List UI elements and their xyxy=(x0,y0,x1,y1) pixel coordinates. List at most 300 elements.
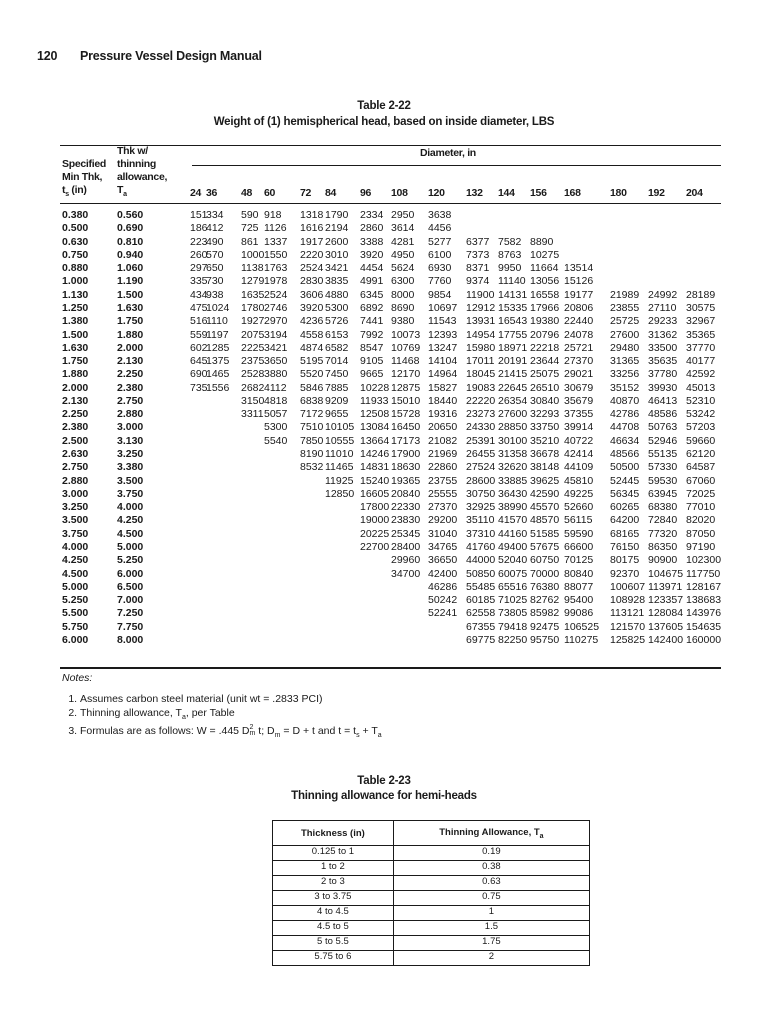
note-sub: a xyxy=(181,714,186,722)
weight-cell: 16605 xyxy=(360,487,390,500)
weight-cell: 7582 xyxy=(498,235,522,248)
weight-cell: 5057 xyxy=(264,408,288,421)
weight-cell: 57675 xyxy=(530,541,560,553)
weight-cell: 17755 xyxy=(498,328,528,341)
weight-cell: 2600 xyxy=(325,235,349,248)
weight-cell: 23830 xyxy=(391,514,421,527)
weight-cell: 79418 xyxy=(498,620,528,633)
weight-cell: 46413 xyxy=(648,394,678,407)
weight-cell: 8690 xyxy=(391,301,415,314)
weight-cell: 34700 xyxy=(391,567,421,580)
min-thickness-cell: 6.000 xyxy=(62,633,89,646)
weight-cell: 11140 xyxy=(498,275,526,288)
weight-cell: 13247 xyxy=(428,341,458,354)
weight-cell: 113121 xyxy=(610,607,645,620)
weight-cell: 21969 xyxy=(428,448,458,461)
thinning-thickness-cell: 2.130 xyxy=(117,355,144,368)
weight-cell: 28400 xyxy=(391,541,421,553)
weight-cell: 59590 xyxy=(564,527,594,540)
weight-cell: 13084 xyxy=(360,421,390,434)
weight-cell: 8763 xyxy=(498,248,522,261)
weight-cell: 36678 xyxy=(530,448,560,461)
weight-cell: 77320 xyxy=(648,527,678,540)
weight-cell: 1126 xyxy=(264,222,287,235)
weight-cell: 37355 xyxy=(564,408,594,421)
thinning-thickness-cell: 2.880 xyxy=(117,408,144,421)
weight-cell: 3311 xyxy=(241,408,264,421)
weight-cell: 22860 xyxy=(428,461,458,474)
weight-cell: 27524 xyxy=(466,461,496,474)
weight-cell: 28850 xyxy=(498,421,528,434)
weight-cell: 48570 xyxy=(530,514,560,527)
weight-cell: 4236 xyxy=(300,315,324,328)
table-row xyxy=(0,421,768,434)
thickness-cell: 1 to 2 xyxy=(273,861,394,876)
weight-cell: 2524 xyxy=(264,288,288,301)
weight-cell: 23644 xyxy=(530,355,560,368)
weight-cell: 40722 xyxy=(564,434,594,447)
note-sub: a xyxy=(377,732,382,740)
weight-cell: 31362 xyxy=(648,328,678,341)
weight-cell: 23855 xyxy=(610,301,640,314)
table-row xyxy=(0,501,768,514)
weight-cell: 64200 xyxy=(610,514,640,527)
weight-cell: 32620 xyxy=(498,461,528,474)
table-row xyxy=(0,514,768,527)
header-bottom-rule xyxy=(60,203,721,204)
table-row xyxy=(0,488,768,501)
weight-cell: 42590 xyxy=(530,487,560,500)
weight-cell: 3638 xyxy=(428,209,452,221)
weight-cell: 52241 xyxy=(428,607,458,620)
weight-cell: 4112 xyxy=(264,381,287,394)
weight-cell: 28189 xyxy=(686,288,716,301)
weight-cell: 52946 xyxy=(648,434,678,447)
note-text: = D + t and t = t xyxy=(280,725,357,738)
notes-label: Notes: xyxy=(62,672,93,684)
diameter-col-header: 132 xyxy=(466,187,483,199)
thinning-thickness-cell: 0.560 xyxy=(117,209,144,221)
thinning-thickness-cell: 1.750 xyxy=(117,315,144,328)
table-row xyxy=(0,435,768,448)
note-sub: s xyxy=(356,732,360,740)
weight-cell: 38148 xyxy=(530,461,560,474)
weight-cell: 92370 xyxy=(610,567,640,580)
diameter-header-row xyxy=(0,187,768,200)
weight-cell: 1780 xyxy=(241,301,265,314)
thinning-thickness-cell: 2.750 xyxy=(117,394,144,407)
weight-cell: 1917 xyxy=(300,235,324,248)
weight-cell: 67060 xyxy=(686,474,716,487)
weight-cell: 33750 xyxy=(530,421,560,434)
weight-cell: 68380 xyxy=(648,501,678,514)
weight-cell: 37780 xyxy=(648,368,678,381)
weight-cell: 31365 xyxy=(610,355,640,368)
weight-cell: 10769 xyxy=(391,341,421,354)
weight-cell: 2375 xyxy=(241,355,265,368)
weight-cell: 33256 xyxy=(610,368,640,381)
weight-cell: 44160 xyxy=(498,527,528,540)
table-2-22-label: Table 2-22 xyxy=(357,100,411,112)
table-row xyxy=(273,861,590,876)
weight-cell: 41570 xyxy=(498,514,528,527)
weight-cell: 42414 xyxy=(564,448,594,461)
weight-cell: 4456 xyxy=(428,222,452,235)
weight-cell: 20806 xyxy=(564,301,594,314)
min-thickness-cell: 5.750 xyxy=(62,620,89,633)
weight-cell: 36430 xyxy=(498,487,528,500)
weight-cell: 3194 xyxy=(264,328,288,341)
min-thickness-cell: 1.000 xyxy=(62,275,89,288)
weight-cell: 24078 xyxy=(564,328,594,341)
weight-cell: 15335 xyxy=(498,301,528,314)
weight-cell: 12912 xyxy=(466,301,496,314)
table-row xyxy=(0,541,768,554)
thinning-thickness-cell: 1.630 xyxy=(117,301,144,314)
weight-cell: 95400 xyxy=(564,594,594,607)
weight-cell: 52445 xyxy=(610,474,640,487)
weight-cell: 44000 xyxy=(466,554,496,567)
page-number: 120 xyxy=(37,49,58,63)
weight-cell: 1024 xyxy=(206,301,230,314)
table-row xyxy=(0,461,768,474)
weight-cell: 65516 xyxy=(498,580,528,593)
weight-cell: 160000 xyxy=(686,633,722,646)
weight-cell: 52310 xyxy=(686,394,716,407)
weight-cell: 13664 xyxy=(360,434,390,447)
weight-cell: 559 xyxy=(190,328,208,341)
weight-cell: 23273 xyxy=(466,408,496,421)
weight-cell: 1279 xyxy=(241,275,265,288)
table-row xyxy=(0,275,768,288)
weight-cell: 53242 xyxy=(686,408,716,421)
weight-cell: 3421 xyxy=(325,262,349,275)
weight-cell: 9665 xyxy=(360,368,384,381)
weight-cell: 82020 xyxy=(686,514,716,527)
weight-cell: 35110 xyxy=(466,514,495,527)
thinning-thickness-cell: 0.690 xyxy=(117,222,144,235)
weight-cell: 5846 xyxy=(300,381,324,394)
weight-cell: 4558 xyxy=(300,328,324,341)
weight-cell: 12508 xyxy=(360,408,390,421)
thickness-cell: 5 to 5.5 xyxy=(273,936,394,951)
weight-cell: 87050 xyxy=(686,527,716,540)
weight-cell: 52660 xyxy=(564,501,594,514)
weight-cell: 10105 xyxy=(325,421,355,434)
min-thickness-cell: 1.750 xyxy=(62,355,89,368)
weight-cell: 19000 xyxy=(360,514,390,527)
weight-cell: 2524 xyxy=(300,262,324,275)
weight-cell: 11933 xyxy=(360,394,389,407)
weight-cell: 1197 xyxy=(206,328,229,341)
weight-cell: 6300 xyxy=(391,275,415,288)
weight-cell: 1110 xyxy=(206,315,228,328)
weight-cell: 1318 xyxy=(300,209,324,221)
weight-cell: 1465 xyxy=(206,368,230,381)
thinning-thickness-cell: 6.500 xyxy=(117,580,144,593)
weight-cell: 3920 xyxy=(360,248,384,261)
weight-cell: 1635 xyxy=(241,288,265,301)
weight-cell: 735 xyxy=(190,381,208,394)
weight-cell: 15010 xyxy=(391,394,421,407)
weight-cell: 8190 xyxy=(300,448,324,461)
weight-cell: 9209 xyxy=(325,394,349,407)
weight-cell: 35365 xyxy=(686,328,716,341)
min-thickness-cell: 4.000 xyxy=(62,541,89,553)
weight-cell: 45810 xyxy=(564,474,594,487)
diameter-col-header: 180 xyxy=(610,187,627,199)
weight-cell: 1000 xyxy=(241,248,265,261)
weight-cell: 938 xyxy=(206,288,224,301)
weight-cell: 19380 xyxy=(530,315,560,328)
weight-cell: 590 xyxy=(241,209,259,221)
weight-cell: 138683 xyxy=(686,594,722,607)
weight-cell: 62120 xyxy=(686,448,716,461)
weight-cell: 29480 xyxy=(610,341,640,354)
weight-cell: 6153 xyxy=(325,328,349,341)
weight-cell: 9105 xyxy=(360,355,384,368)
weight-cell: 38990 xyxy=(498,501,528,514)
weight-cell: 7885 xyxy=(325,381,349,394)
thinning-allowance-cell: 0.19 xyxy=(393,846,589,861)
weight-cell: 57203 xyxy=(686,421,716,434)
weight-cell: 60750 xyxy=(530,554,560,567)
note-sub: m xyxy=(249,730,256,738)
weight-cell: 14246 xyxy=(360,448,390,461)
weight-cell: 52040 xyxy=(498,554,528,567)
thinning-thickness-cell: 4.500 xyxy=(117,527,144,540)
thinning-thickness-cell: 6.000 xyxy=(117,567,144,580)
weight-cell: 90900 xyxy=(648,554,678,567)
diameter-col-header: 120 xyxy=(428,187,445,199)
weight-cell: 21989 xyxy=(610,288,640,301)
min-thickness-cell: 5.500 xyxy=(62,607,89,620)
min-thickness-cell: 2.380 xyxy=(62,421,89,434)
weight-cell: 142400 xyxy=(648,633,684,646)
weight-cell: 5520 xyxy=(300,368,324,381)
weight-cell: 41760 xyxy=(466,541,496,553)
weight-cell: 26455 xyxy=(466,448,496,461)
weight-cell: 80175 xyxy=(610,554,640,567)
weight-cell: 121570 xyxy=(610,620,646,633)
min-thickness-cell: 0.750 xyxy=(62,248,89,261)
thinning-thickness-cell: 0.940 xyxy=(117,248,144,261)
weight-cell: 23755 xyxy=(428,474,458,487)
weight-cell: 2746 xyxy=(264,301,288,314)
thinning-thickness-cell: 1.880 xyxy=(117,328,144,341)
min-thickness-cell: 1.630 xyxy=(62,341,89,354)
weight-cell: 11664 xyxy=(530,262,559,275)
weight-cell: 12850 xyxy=(325,487,355,500)
thickness-cell: 4.5 to 5 xyxy=(273,921,394,936)
weight-cell: 35210 xyxy=(530,434,560,447)
min-thickness-cell: 3.750 xyxy=(62,527,89,540)
note-sup: 2 xyxy=(249,724,254,732)
weight-cell: 260 xyxy=(190,248,208,261)
weight-cell: 25721 xyxy=(564,341,594,354)
table-row xyxy=(0,355,768,368)
weight-cell: 861 xyxy=(241,235,259,248)
table-row xyxy=(0,302,768,315)
table-row xyxy=(0,634,768,647)
weight-cell: 125825 xyxy=(610,633,646,646)
weight-cell: 6582 xyxy=(325,341,349,354)
weight-cell: 50763 xyxy=(648,421,678,434)
col-header-text: Thinning Allowance, T xyxy=(439,826,540,838)
col-header-text: (in) xyxy=(68,184,87,196)
weight-cell: 151 xyxy=(190,209,208,221)
note-2 xyxy=(80,707,382,724)
weight-cell: 11010 xyxy=(325,448,354,461)
weight-cell: 2075 xyxy=(241,328,265,341)
weight-cell: 14964 xyxy=(428,368,458,381)
table-row xyxy=(0,475,768,488)
weight-cell: 42786 xyxy=(610,408,640,421)
weight-cell: 19365 xyxy=(391,474,421,487)
weight-cell: 5195 xyxy=(300,355,324,368)
weight-cell: 1978 xyxy=(264,275,288,288)
weight-cell: 1927 xyxy=(241,315,265,328)
note-sub: m xyxy=(274,732,281,740)
diameter-col-header: 156 xyxy=(530,187,547,199)
weight-cell: 18440 xyxy=(428,394,458,407)
weight-cell: 22218 xyxy=(530,341,560,354)
weight-cell: 85982 xyxy=(530,607,560,620)
weight-cell: 31040 xyxy=(428,527,458,540)
weight-cell: 123357 xyxy=(648,594,684,607)
thinning-thickness-cell: 1.190 xyxy=(117,275,144,288)
weight-cell: 10275 xyxy=(530,248,560,261)
weight-cell: 10073 xyxy=(391,328,421,341)
weight-cell: 143976 xyxy=(686,607,722,620)
weight-cell: 186 xyxy=(190,222,208,235)
weight-cell: 17173 xyxy=(391,434,421,447)
weight-cell: 128084 xyxy=(648,607,684,620)
weight-cell: 11900 xyxy=(466,288,495,301)
weight-cell: 2830 xyxy=(300,275,324,288)
weight-cell: 39930 xyxy=(648,381,678,394)
weight-cell: 16543 xyxy=(498,315,528,328)
weight-cell: 11925 xyxy=(325,474,354,487)
table-row xyxy=(0,395,768,408)
weight-cell: 76380 xyxy=(530,580,560,593)
weight-cell: 50242 xyxy=(428,594,458,607)
weight-cell: 26354 xyxy=(498,394,528,407)
weight-cell: 1616 xyxy=(300,222,324,235)
table-row xyxy=(0,262,768,275)
weight-cell: 77010 xyxy=(686,501,716,514)
min-thickness-cell: 5.250 xyxy=(62,594,89,607)
weight-cell: 46634 xyxy=(610,434,640,447)
min-thickness-cell: 4.500 xyxy=(62,567,89,580)
thinning-thickness-cell: 8.000 xyxy=(117,633,144,646)
weight-cell: 82250 xyxy=(498,633,528,646)
note-text: + T xyxy=(359,725,378,738)
thinning-thickness-cell: 4.250 xyxy=(117,514,144,527)
weight-cell: 15728 xyxy=(391,408,421,421)
weight-cell: 12170 xyxy=(391,368,421,381)
weight-cell: 21082 xyxy=(428,434,458,447)
weight-cell: 35152 xyxy=(610,381,640,394)
col-header-text: t xyxy=(62,184,66,196)
weight-cell: 14954 xyxy=(466,328,496,341)
min-thickness-cell: 1.130 xyxy=(62,288,89,301)
thinning-thickness-cell: 3.000 xyxy=(117,421,144,434)
diameter-col-header: 84 xyxy=(325,187,337,199)
thinning-thickness-cell: 2.000 xyxy=(117,341,144,354)
thinning-thickness-cell: 7.250 xyxy=(117,607,144,620)
table-row xyxy=(0,581,768,594)
min-thickness-cell: 0.630 xyxy=(62,235,89,248)
weight-cell: 7450 xyxy=(325,368,349,381)
weight-cell: 27600 xyxy=(498,408,528,421)
weight-cell: 86350 xyxy=(648,541,678,553)
table-row xyxy=(273,876,590,891)
min-thickness-cell: 3.000 xyxy=(62,487,89,500)
weight-cell: 128167 xyxy=(686,580,722,593)
weight-cell: 40177 xyxy=(686,355,716,368)
weight-cell: 1790 xyxy=(325,209,349,221)
weight-cell: 108928 xyxy=(610,594,646,607)
weight-cell: 63945 xyxy=(648,487,678,500)
weight-cell: 13056 xyxy=(530,275,560,288)
min-thickness-cell: 2.630 xyxy=(62,448,89,461)
weight-cell: 15126 xyxy=(564,275,594,288)
table-2-22-title: Weight of (1) hemispherical head, based on inside diameter, LBS xyxy=(213,116,555,128)
min-thickness-cell: 2.500 xyxy=(62,434,89,447)
weight-cell: 11543 xyxy=(428,315,457,328)
weight-cell: 8890 xyxy=(530,235,554,248)
weight-cell: 48586 xyxy=(648,408,678,421)
weight-cell: 3150 xyxy=(241,394,265,407)
thickness-cell: 3 to 3.75 xyxy=(273,891,394,906)
thinning-thickness-cell: 3.500 xyxy=(117,474,144,487)
weight-cell: 30750 xyxy=(466,487,496,500)
weight-cell: 14831 xyxy=(360,461,390,474)
col-header-text: thinning xyxy=(117,158,157,170)
weight-cell: 3010 xyxy=(325,248,349,261)
weight-cell: 2334 xyxy=(360,209,384,221)
weight-cell: 570 xyxy=(206,248,224,261)
col-header-sub: a xyxy=(123,191,127,199)
weight-cell: 60185 xyxy=(466,594,496,607)
note-text: , per Table xyxy=(185,707,235,719)
weight-cell: 33885 xyxy=(498,474,528,487)
weight-cell: 3880 xyxy=(264,368,288,381)
notes-list xyxy=(60,693,382,743)
weight-cell: 30575 xyxy=(686,301,716,314)
weight-cell: 20650 xyxy=(428,421,458,434)
weight-cell: 26510 xyxy=(530,381,560,394)
weight-cell: 32967 xyxy=(686,315,716,328)
table-row xyxy=(0,315,768,328)
weight-cell: 223 xyxy=(190,235,208,248)
weight-cell: 110275 xyxy=(564,633,599,646)
weight-cell: 5300 xyxy=(264,421,288,434)
weight-cell: 30840 xyxy=(530,394,560,407)
weight-cell: 44109 xyxy=(564,461,594,474)
min-thickness-cell: 3.500 xyxy=(62,514,89,527)
weight-cell: 516 xyxy=(190,315,208,328)
weight-cell: 27370 xyxy=(564,355,594,368)
weight-cell: 8000 xyxy=(391,288,415,301)
weight-cell: 19316 xyxy=(428,408,458,421)
weight-cell: 12875 xyxy=(391,381,421,394)
min-thickness-cell: 0.880 xyxy=(62,262,89,275)
weight-cell: 8532 xyxy=(300,461,324,474)
weight-cell: 45570 xyxy=(530,501,560,514)
weight-cell: 8547 xyxy=(360,341,384,354)
